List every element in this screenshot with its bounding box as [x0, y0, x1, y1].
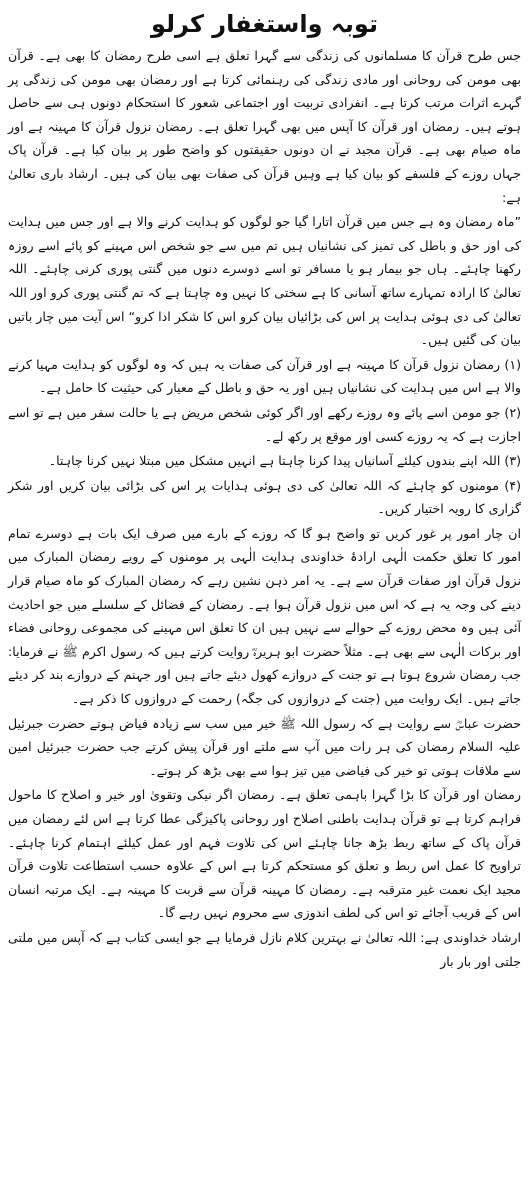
paragraph-four-matters: ان چار امور پر غور کریں تو واضح ہو گا کہ روزے کے بارے میں صرف ایک بات ہے دوسرے تمام امور کا تعلق حکمت الٰہی ارادۂ خداوندی ہدایت الٰہی پر مومنوں کے رویے رمضان المبارک میں نزول قرآن اور صفات قرآن سے ہے۔ یہ امر ذہن نشین رہے کہ رمضان المبارک کو ماہ صیام قرار دینے کی وجہ یہ ہے کہ اس میں نزول قرآن ہوا ہے۔ رمضان کے فضائل کے سلسلے میں جو احادیث آئی ہیں وہ محض روزے کے حوالے سے نہیں ہیں ان کا تعلق اس مہینے کی مجموعی روحانی فضاء اور برکات الٰہی سے بھی ہے۔ مثلاً حضرت ابو ہریرہؓ روایت کرتے ہیں کہ رسول اکرم ﷺ نے فرمایا: جب رمضان شروع ہوتا ہے تو جنت کے دروازے کھول دیئے جاتے ہیں اور جہنم کے دروازے بند کر دیئے جاتے ہیں۔ ایک روایت میں (جنت کے دروازوں کی جگہ) رحمت کے دروازوں کا ذکر ہے۔ [8, 525, 521, 707]
paragraph-quranic-verse: ”ماہ رمضان وہ ہے جس میں قرآن اتارا گیا جو لوگوں کو ہدایت کرنے والا ہے اور جس میں ہدایت کی اور حق و باطل کی تمیز کی نشانیاں ہیں تم میں سے جو شخص اس مہینے کو پائے اسے روزہ رکھنا چاہئے۔ ہاں جو بیمار ہو یا مسافر تو اسے دوسرے دنوں میں گنتی پوری کرنی چاہئے۔ اللہ تعالیٰ کا ارادہ تمہارے ساتھ آسانی کا ہے سختی کا نہیں وہ چاہتا ہے کہ تم گنتی پوری کرو اور اللہ تعالیٰ کی دی ہوئی ہدایت پر اس کی بڑائیاں بیان کرو اس کا شکر ادا کرو“ اس آیت میں چار باتیں بیان کی گئیں ہیں۔ [8, 214, 521, 348]
article-title: توبہ واستغفار کرلو [151, 10, 378, 38]
paragraph-intro: جس طرح قرآن کا مسلمانوں کی زندگی سے گہرا تعلق ہے اسی طرح رمضان کا بھی ہے۔ قرآن بھی مومن کی روحانی اور مادی زندگی کی رہنمائی کرتا ہے اور رمضان بھی مومن کی زندگی پر گہرے اثرات مرتب کرتا ہے۔ انفرادی تربیت اور اجتماعی شعور کا استحکام دونوں ہی سے حاصل ہوتے ہیں۔ رمضان اور قرآن کا آپس میں بھی گہرا تعلق ہے۔ رمضان نزول قرآن کا مہینہ ہے اور ماہ صیام بھی ہے۔ قرآن مجید نے ان دونوں حقیقتوں کو واضح طور پر بیان کیا ہے۔ قرآن پاک جہاں روزے کے فلسفے کو بیان کیا ہے وہیں قرآن کی صفات بھی بیان کی ہیں۔ ارشاد باری تعالیٰ ہے: [8, 48, 521, 205]
paragraph-divine-saying: ارشاد خداوندی ہے: اللہ تعالیٰ نے بہترین کلام نازل فرمایا ہے جو ایسی کتاب ہے کہ آپس میں ملتی جلتی اور بار بار [8, 929, 521, 969]
paragraph-point-1: (۱) رمضان نزول قرآن کا مہینہ ہے اور قرآن کی صفات یہ ہیں کہ وہ لوگوں کو ہدایت مہیا کرنے والا ہے اس میں ہدایت کی نشانیاں ہیں اور یہ حق و باطل کے معیار کی حیثیت کا حامل ہے۔ [8, 356, 521, 396]
paragraph-point-2: (۲) جو مومن اسے پائے وہ روزے رکھے اور اگر کوئی شخص مریض ہے یا حالت سفر میں ہے تو اسے اجازت ہے کہ یہ روزے کسی اور موقع پر رکھ لے۔ [8, 404, 521, 444]
paragraph-point-3: (۳) اللہ اپنے بندوں کیلئے آسانیاں پیدا کرنا چاہتا ہے انہیں مشکل میں مبتلا نہیں کرنا چاہتا۔ [48, 453, 521, 469]
paragraph-point-4: (۴) مومنوں کو چاہئے کہ اللہ تعالیٰ کی دی ہوئی ہدایات پر اس کی بڑائی بیان کریں اور شکر گزاری کا رویہ اختیار کریں۔ [8, 477, 521, 517]
paragraph-hadith-abbas: حضرت عباسؓ سے روایت ہے کہ رسول اللہ ﷺ خیر میں سب سے زیادہ فیاض ہوتے حضرت جبرئیل علیہ السلام رمضان کی ہر رات میں آپ سے ملتے اور قرآن پیش کرتے جب حضرت جبرئیل امین سے ملاقات ہوتی تو خیر کی فیاضی میں تیز ہوا سے بھی بڑھ کر ہوتے۔ [8, 715, 521, 778]
paragraph-ramadan-quran-relation: رمضان اور قرآن کا بڑا گہرا باہمی تعلق ہے۔ رمضان اگر نیکی وتقویٰ اور خیر و اصلاح کا ماحول فراہم کرتا ہے تو قرآن ہدایت باطنی اصلاح اور روحانی پاکیزگی عطا کرتا ہے اس لئے رمضان میں قرآن پاک کے ساتھ ربط بڑھ جانا چاہئے اس کی تلاوت فہم اور عمل کیلئے اہتمام کرنا چاہئے۔ تراویح کا عمل اس ربط و تعلق کو مستحکم کرتا ہے اس کے علاوہ حسب استطاعت تلاوت قرآن مجید ایک نعمت غیر مترقبہ ہے۔ رمضان کا مہینہ قرآن سے قربت کا مہینہ ہے۔ ایک مرتبہ انسان اس کے قریب آجائے تو اس کی لطف اندوزی سے محروم نہیں رہے گا۔ [8, 787, 521, 921]
